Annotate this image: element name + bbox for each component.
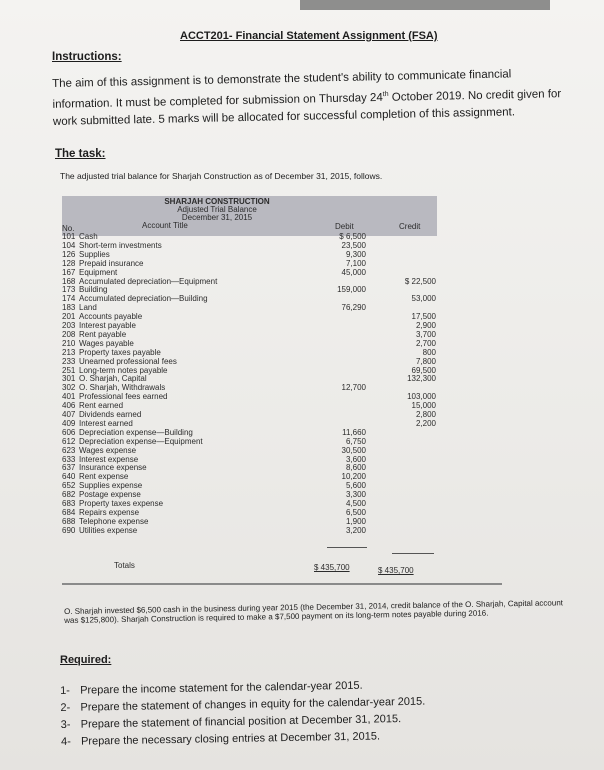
row-account-title: Professional fees earned: [79, 392, 168, 402]
row-account-no: 407: [62, 410, 76, 419]
row-debit: 45,000: [341, 267, 366, 277]
table-row: [62, 349, 440, 357]
row-account-title: Dividends earned: [79, 410, 142, 419]
table-row: [62, 331, 440, 339]
row-account-title: Insurance expense: [79, 463, 147, 473]
row-account-title: Rent earned: [79, 401, 124, 411]
row-debit: 9,300: [345, 249, 366, 259]
row-account-no: 401: [62, 392, 76, 402]
instructions-text-part2: October 2019. No credit given for work submitted late. 5 marks will be allocated for successful completion of this assignment.: [52, 88, 562, 128]
row-debit: 5,600: [345, 481, 366, 491]
row-account-title: Rent payable: [79, 329, 127, 339]
row-credit: 103,000: [407, 392, 436, 402]
row-account-no: 640: [62, 472, 76, 482]
row-account-title: Interest expense: [79, 454, 139, 464]
table-row: [62, 340, 440, 348]
row-account-no: 203: [62, 321, 76, 330]
row-account-title: Prepaid insurance: [79, 258, 144, 268]
instructions-sup: th: [382, 90, 389, 99]
table-row: [62, 420, 440, 428]
row-account-no: 183: [62, 303, 76, 313]
row-debit: 23,500: [341, 240, 366, 250]
col-header-no: No.: [62, 224, 75, 233]
required-item: 3- Prepare the statement of financial position at December 31, 2015.: [60, 713, 402, 731]
row-credit: 3,700: [415, 329, 436, 339]
row-account-no: 406: [62, 401, 76, 411]
total-credit: $ 435,700: [378, 566, 414, 575]
row-account-title: Cash: [79, 232, 98, 241]
row-debit: 6,750: [345, 436, 366, 446]
row-account-title: Depreciation expense—Building: [79, 427, 193, 437]
required-item: 1- Prepare the income statement for the calendar-year 2015.: [60, 679, 363, 697]
row-credit: 2,900: [415, 321, 436, 330]
total-debit: $ 435,700: [314, 563, 350, 572]
row-debit: 12,700: [341, 383, 366, 393]
row-credit: $ 22,500: [404, 276, 436, 286]
row-account-no: 251: [62, 365, 76, 375]
debit-total-rule: [327, 547, 367, 548]
table-row: [62, 233, 440, 241]
row-account-title: Unearned professional fees: [79, 356, 177, 366]
table-row: [62, 313, 440, 321]
table-row: [62, 456, 440, 464]
row-debit: 8,600: [345, 463, 366, 473]
row-debit: 76,290: [341, 303, 366, 313]
row-account-title: Wages payable: [79, 338, 134, 348]
row-credit: 15,000: [411, 401, 436, 411]
row-debit: 7,100: [345, 258, 366, 268]
row-debit: 3,300: [345, 490, 366, 500]
row-account-title: Land: [79, 303, 97, 313]
row-account-title: Interest payable: [79, 321, 136, 330]
row-credit: 69,500: [411, 365, 436, 375]
task-note: O. Sharjah invested $6,500 cash in the business during year 2015 (the December 31, 2014, credit balance of the O. Sharjah, Capital account was $125,800). Sharjah Construction is required to make a $7,500 payment on its long-term notes payable during 2016.: [63, 598, 564, 625]
instructions-heading: Instructions:: [52, 51, 122, 63]
required-item: 4- Prepare the necessary closing entries at December 31, 2015.: [60, 730, 381, 748]
row-account-no: 167: [62, 267, 76, 277]
col-header-credit: Credit: [399, 222, 421, 231]
row-account-no: 682: [62, 490, 76, 500]
row-account-no: 684: [62, 507, 76, 517]
row-account-no: 101: [62, 232, 76, 241]
table-subtitle: Adjusted Trial Balance: [177, 205, 257, 214]
row-account-no: 104: [62, 240, 76, 250]
table-row: [62, 322, 440, 330]
row-debit: 6,500: [345, 507, 366, 517]
row-account-no: 623: [62, 445, 76, 455]
instructions-text-part1: The aim of this assignment is to demonstrate the student's ability to communicate financial information. It must be completed for submission on Thursday 24: [52, 68, 512, 111]
row-account-title: Accounts payable: [79, 312, 143, 322]
row-account-no: 208: [62, 329, 76, 339]
row-debit: 11,660: [342, 427, 366, 437]
table-row: [62, 482, 440, 490]
row-account-title: Accumulated depreciation—Building: [79, 294, 208, 304]
table-date: December 31, 2015: [181, 213, 253, 222]
table-row: [62, 260, 440, 268]
row-account-title: Depreciation expense—Equipment: [79, 436, 203, 446]
task-heading: The task:: [55, 148, 106, 160]
page-title: ACCT201- Financial Statement Assignment (FSA): [180, 30, 438, 42]
row-credit: 2,700: [415, 338, 436, 348]
row-account-title: Supplies expense: [79, 481, 143, 491]
row-debit: 159,000: [337, 285, 366, 295]
row-account-title: Wages expense: [79, 445, 137, 455]
row-debit: 30,500: [341, 445, 366, 455]
table-row: [62, 286, 440, 294]
row-debit: 10,200: [341, 472, 366, 482]
table-row: [62, 295, 440, 303]
table-row: [62, 242, 440, 250]
table-row: [62, 251, 440, 259]
row-account-title: Interest earned: [79, 418, 133, 428]
row-account-title: Short-term investments: [79, 240, 162, 250]
table-row: [62, 278, 440, 286]
row-account-title: Property taxes expense: [79, 499, 164, 508]
row-account-no: 606: [62, 427, 76, 437]
row-account-no: 690: [62, 525, 76, 535]
row-debit: 4,500: [345, 499, 366, 508]
table-row: [62, 518, 440, 526]
table-row: [62, 500, 440, 508]
required-heading: Required:: [60, 654, 112, 666]
table-row: [62, 367, 440, 375]
table-row: [62, 393, 440, 401]
row-account-title: Accumulated depreciation—Equipment: [79, 276, 218, 286]
table-row: [62, 411, 440, 419]
row-account-no: 301: [62, 374, 76, 384]
row-account-title: Telephone expense: [79, 516, 149, 526]
instructions-text: [52, 65, 573, 131]
row-account-title: Repairs expense: [79, 507, 140, 517]
row-account-no: 173: [62, 285, 76, 295]
row-credit: 7,800: [415, 356, 436, 366]
table-row: [62, 384, 440, 392]
row-account-title: O. Sharjah, Withdrawals: [79, 383, 166, 393]
row-credit: 53,000: [411, 294, 436, 304]
row-account-no: 688: [62, 516, 76, 526]
table-row: [62, 429, 440, 437]
row-account-no: 612: [62, 436, 76, 446]
row-account-title: Building: [79, 285, 108, 295]
row-credit: 17,500: [411, 312, 436, 322]
trial-balance-table: [62, 196, 440, 575]
table-row: [62, 304, 440, 312]
row-account-no: 652: [62, 481, 76, 491]
row-debit: 1,900: [345, 516, 366, 526]
header-fragment: [300, 0, 550, 10]
row-account-no: 168: [62, 276, 76, 286]
row-account-no: 128: [62, 258, 76, 268]
row-account-title: Postage expense: [79, 490, 141, 500]
row-account-no: 233: [62, 356, 76, 366]
row-account-title: Supplies: [79, 249, 110, 259]
row-credit: 800: [422, 347, 436, 357]
row-account-no: 174: [62, 294, 76, 304]
required-list: [60, 677, 426, 751]
section-divider: [62, 583, 502, 585]
trial-balance-header: [62, 196, 437, 236]
row-debit: 3,200: [345, 525, 366, 535]
row-account-no: 409: [62, 418, 76, 428]
row-account-no: 633: [62, 454, 76, 464]
row-account-no: 683: [62, 499, 76, 508]
row-account-title: O. Sharjah, Capital: [79, 374, 147, 384]
row-account-no: 302: [62, 383, 76, 393]
row-debit: 3,600: [345, 454, 366, 464]
row-credit: 132,300: [407, 374, 436, 384]
table-row: [62, 269, 440, 277]
row-account-no: 213: [62, 347, 76, 357]
company-name: SHARJAH CONSTRUCTION: [164, 197, 270, 206]
credit-total-rule: [392, 553, 434, 554]
table-row: [62, 527, 440, 535]
table-row: [62, 509, 440, 517]
row-account-title: Rent expense: [79, 472, 129, 482]
col-header-title: Account Title: [142, 221, 188, 230]
table-row: [62, 402, 440, 410]
col-header-debit: Debit: [335, 222, 354, 231]
table-row: [62, 447, 440, 455]
row-credit: 2,800: [415, 410, 436, 419]
table-row: [62, 438, 440, 446]
table-row: [62, 473, 440, 481]
row-account-no: 637: [62, 463, 76, 473]
totals-label: Totals: [114, 561, 135, 570]
row-account-title: Utilities expense: [79, 525, 138, 535]
row-credit: 2,200: [415, 418, 436, 428]
row-account-no: 201: [62, 312, 76, 322]
table-row: [62, 491, 440, 499]
row-account-title: Property taxes payable: [79, 347, 161, 357]
row-account-no: 126: [62, 249, 76, 259]
table-row: [62, 464, 440, 472]
table-row: [62, 375, 440, 383]
task-intro: The adjusted trial balance for Sharjah Construction as of December 31, 2015, follows.: [60, 171, 383, 181]
required-item: 2- Prepare the statement of changes in equity for the calendar-year 2015.: [60, 695, 426, 714]
row-debit: $ 6,500: [339, 232, 366, 241]
row-account-no: 210: [62, 338, 76, 348]
table-row: [62, 358, 440, 366]
row-account-title: Long-term notes payable: [79, 365, 168, 375]
row-account-title: Equipment: [79, 267, 118, 277]
